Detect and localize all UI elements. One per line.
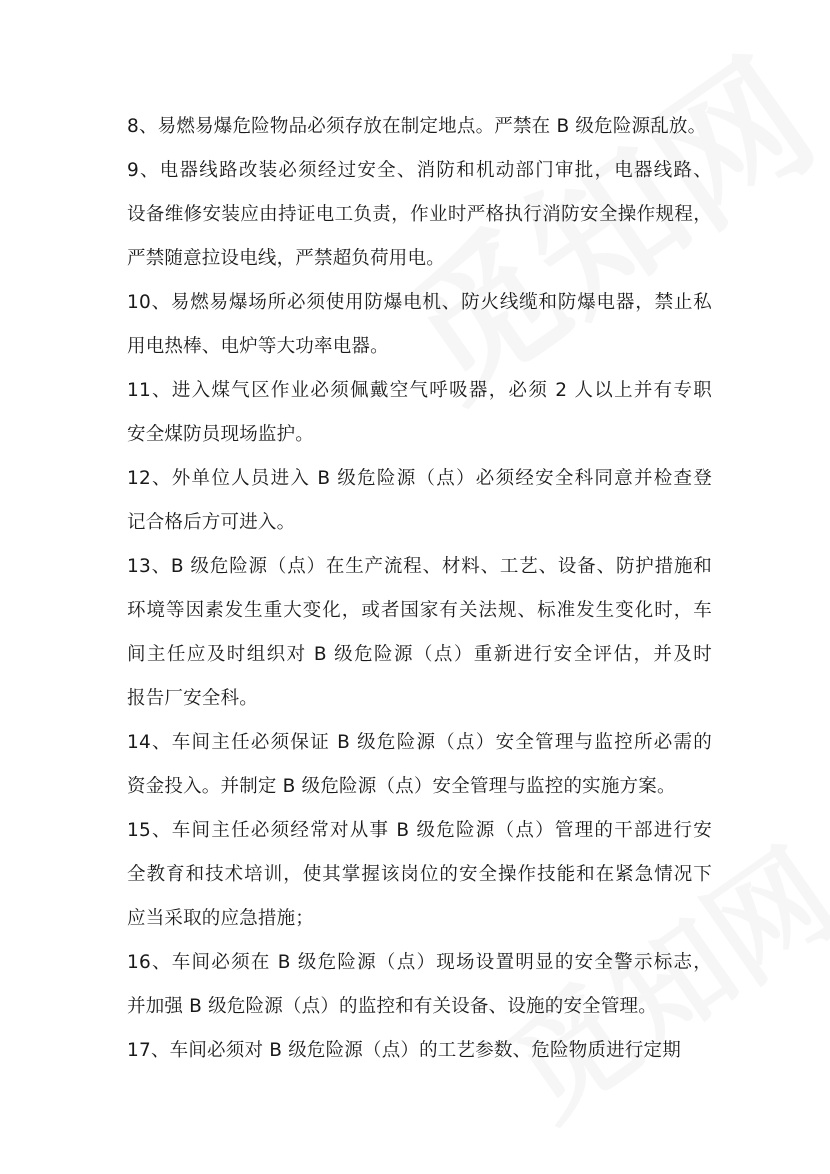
clause-item xyxy=(127,721,712,809)
clause-line: 15、车间主任必须经常对从事 B 级危险源（点）管理的干部进行安 xyxy=(127,820,712,841)
clause-item xyxy=(127,809,712,941)
clause-item xyxy=(127,149,712,281)
clause-line: 16、车间必须在 B 级危险源（点）现场设置明显的安全警示标志， xyxy=(127,952,712,973)
clause-line: 10、易燃易爆场所必须使用防爆电机、防火线缆和防爆电器，禁止私 xyxy=(127,292,712,313)
clause-line: 资金投入。并制定 B 级危险源（点）安全管理与监控的实施方案。 xyxy=(127,776,676,797)
clause-item xyxy=(127,545,712,721)
clause-item xyxy=(127,1029,712,1073)
clause-item xyxy=(127,105,712,149)
clause-item xyxy=(127,281,712,369)
clause-line: 间主任应及时组织对 B 级危险源（点）重新进行安全评估，并及时 xyxy=(127,644,712,665)
clause-line: 8、易燃易爆危险物品必须存放在制定地点。严禁在 B 级危险源乱放。 xyxy=(127,116,707,137)
clause-line: 14、车间主任必须保证 B 级危险源（点）安全管理与监控所必需的 xyxy=(127,732,712,753)
clause-line: 13、B 级危险源（点）在生产流程、材料、工艺、设备、防护措施和 xyxy=(127,556,712,577)
clause-line: 记合格后方可进入。 xyxy=(127,512,296,533)
clause-line: 安全煤防员现场监护。 xyxy=(127,424,315,445)
document-body xyxy=(127,105,712,1073)
clause-line: 环境等因素发生重大变化，或者国家有关法规、标准发生变化时，车 xyxy=(127,600,712,621)
clause-item xyxy=(127,457,712,545)
clause-item xyxy=(127,369,712,457)
clause-line: 17、车间必须对 B 级危险源（点）的工艺参数、危险物质进行定期 xyxy=(127,1040,681,1061)
clause-line: 报告厂安全科。 xyxy=(127,688,258,709)
clause-line: 严禁随意拉设电线，严禁超负荷用电。 xyxy=(127,248,445,269)
clause-line: 用电热棒、电炉等大功率电器。 xyxy=(127,336,389,357)
clause-line: 设备维修安装应由持证电工负责，作业时严格执行消防安全操作规程， xyxy=(127,204,712,225)
clause-line: 并加强 B 级危险源（点）的监控和有关设备、设施的安全管理。 xyxy=(127,996,657,1017)
clause-line: 9、电器线路改装必须经过安全、消防和机动部门审批，电器线路、 xyxy=(127,160,712,181)
clause-line: 全教育和技术培训，使其掌握该岗位的安全操作技能和在紧急情况下 xyxy=(127,864,712,885)
clause-line: 11、进入煤气区作业必须佩戴空气呼吸器，必须 2 人以上并有专职 xyxy=(127,380,712,401)
clause-item xyxy=(127,941,712,1029)
clause-line: 12、外单位人员进入 B 级危险源（点）必须经安全科同意并检查登 xyxy=(127,468,712,489)
clause-line: 应当采取的应急措施； xyxy=(127,908,315,929)
